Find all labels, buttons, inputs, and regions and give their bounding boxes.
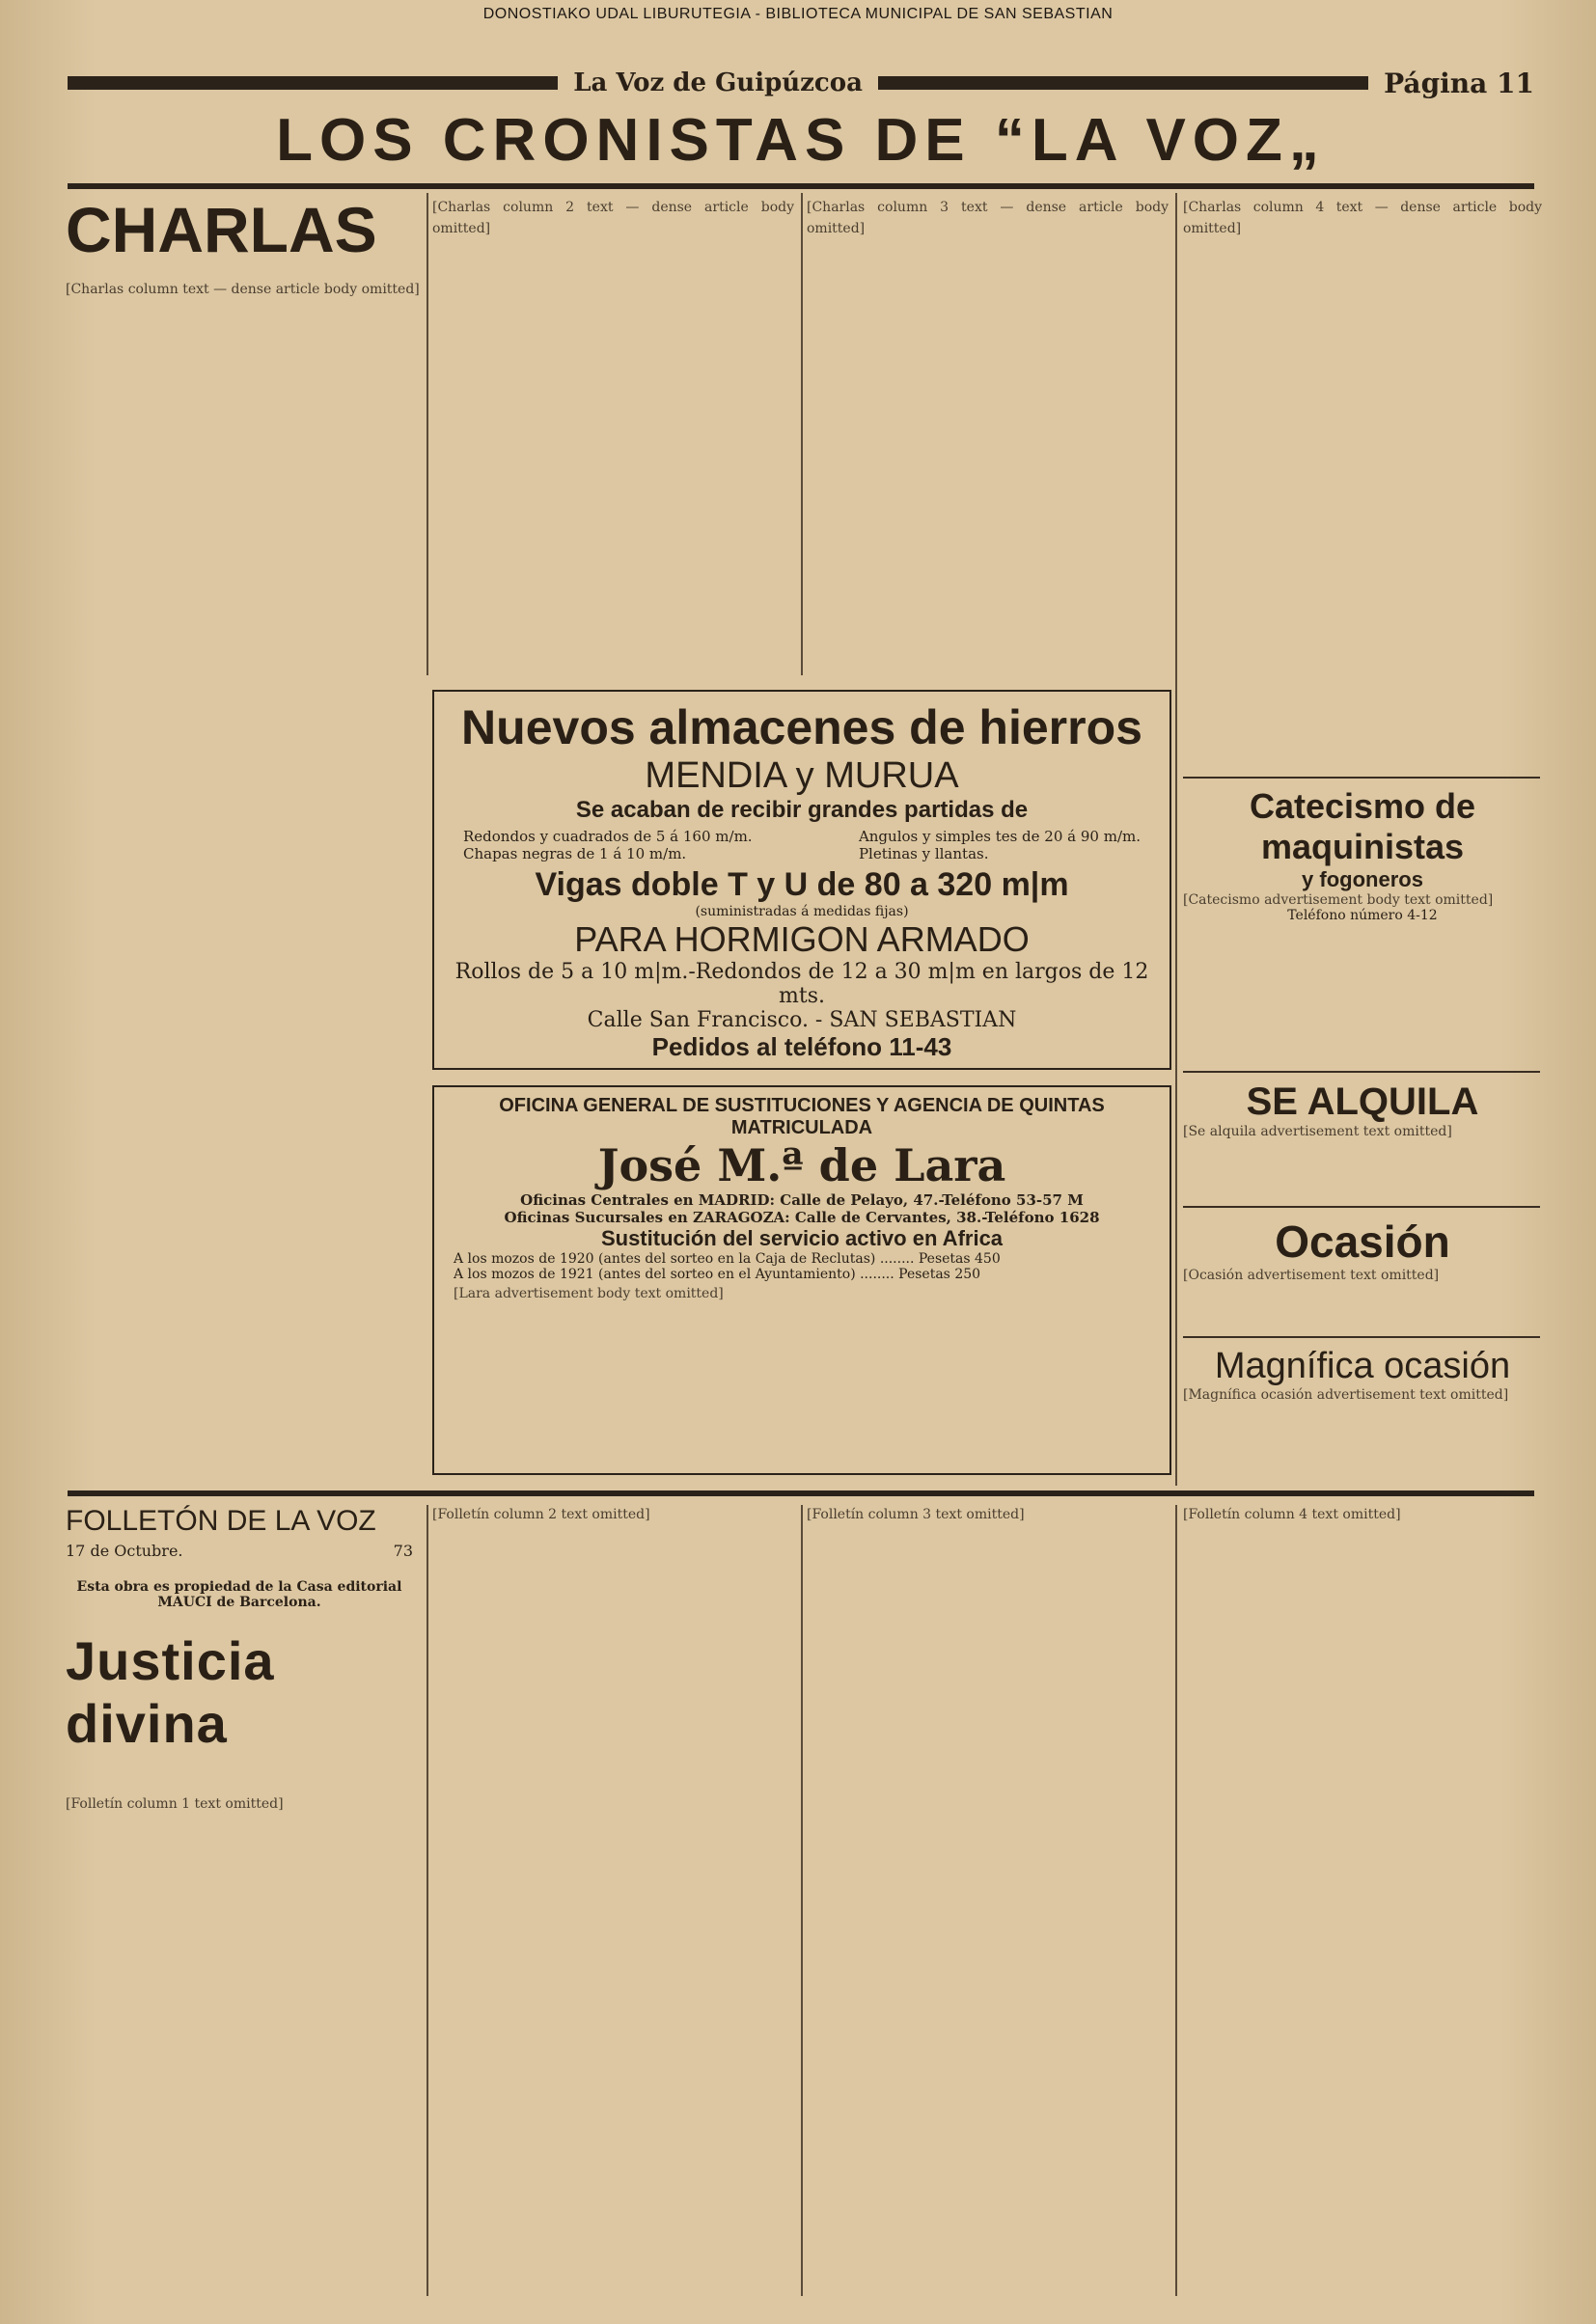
- lara-price2: A los mozos de 1921 (antes del sorteo en el Ayuntamiento) ........ Pesetas 250: [454, 1267, 981, 1282]
- lara-zaragoza: Oficinas Sucursales en ZARAGOZA: Calle de Cervantes, 38.-Teléfono 1628: [504, 1209, 1100, 1226]
- hierros-right2: Pletinas y llantas.: [858, 845, 989, 862]
- right-ad-rule: [1183, 1071, 1540, 1073]
- alquila-ad: [1183, 1080, 1542, 1139]
- folleton-column-4: [Folletín column 4 text omitted]: [1183, 1507, 1401, 1522]
- folleton-header-block: [66, 1505, 413, 1755]
- folleton-note: Esta obra es propiedad de la Casa editorial MAUCI de Barcelona.: [76, 1579, 402, 1610]
- hierros-para: PARA HORMIGON ARMADO: [574, 919, 1030, 959]
- alquila-body: [Se alquila advertisement text omitted]: [1183, 1124, 1452, 1139]
- hierros-vigas: Vigas doble T y U de 80 a 320 m|m: [535, 866, 1069, 903]
- hierros-calle: Calle San Francisco. - SAN SEBASTIAN: [587, 1008, 1017, 1032]
- folleton-rule: [68, 1490, 1534, 1496]
- catecismo-sub: y fogoneros: [1302, 867, 1423, 891]
- charlas-column-2: [Charlas column 2 text — dense article body omitted]: [432, 200, 794, 236]
- lara-title: OFICINA GENERAL DE SUSTITUCIONES Y AGENCIA DE QUINTAS MATRICULADA: [499, 1095, 1105, 1138]
- hierros-products: [434, 824, 1169, 866]
- right-ad-rule: [1183, 777, 1540, 779]
- ocasion-ad: [1183, 1216, 1542, 1283]
- column-divider: [801, 193, 803, 675]
- column-divider: [1175, 193, 1177, 1486]
- charlas-column-3: [Charlas column 3 text — dense article body omitted]: [807, 200, 1169, 236]
- magnifica-ad: [1183, 1346, 1542, 1403]
- folleton-header: FOLLETÓN DE LA VOZ: [66, 1505, 376, 1537]
- lara-name: José M.ª de Lara: [597, 1139, 1006, 1191]
- folleton-column-1: [Folletín column 1 text omitted]: [66, 1796, 284, 1812]
- hierros-pedidos: Pedidos al teléfono 11-43: [651, 1032, 952, 1061]
- charlas-title: CHARLAS: [66, 194, 377, 265]
- catecismo-title: Catecismo de maquinistas: [1249, 786, 1476, 866]
- lara-body: [Lara advertisement body text omitted]: [454, 1286, 724, 1301]
- right-ad-rule: [1183, 1336, 1540, 1338]
- folleton-dateline: [66, 1542, 413, 1560]
- ocasion-body: [Ocasión advertisement text omitted]: [1183, 1268, 1440, 1283]
- column-divider: [427, 1505, 428, 2296]
- masthead-rule-right: [878, 76, 1368, 90]
- hierros-vigas-sub: (suministradas á medidas fijas): [695, 904, 909, 919]
- right-ad-rule: [1183, 1206, 1540, 1208]
- lara-sustitucion: Sustitución del servicio activo en Africa: [600, 1226, 1004, 1250]
- lara-madrid: Oficinas Centrales en MADRID: Calle de Pelayo, 47.-Teléfono 53-57 M: [520, 1191, 1084, 1209]
- masthead-rule-left: [68, 76, 558, 90]
- ocasion-title: Ocasión: [1275, 1217, 1450, 1267]
- catecismo-body: [Catecismo advertisement body text omitted]: [1183, 892, 1494, 908]
- hierros-company: MENDIA y MURUA: [645, 755, 959, 796]
- column-divider: [427, 193, 428, 675]
- hierros-rollos: Rollos de 5 a 10 m|m.-Redondos de 12 a 30 m|m en largos de 12 mts.: [454, 960, 1149, 1008]
- hierros-line1: Se acaban de recibir grandes partidas de: [575, 797, 1029, 823]
- magnifica-title: Magnífica ocasión: [1214, 1346, 1511, 1386]
- folleton-column-3: [Folletín column 3 text omitted]: [807, 1507, 1025, 1522]
- page-number: Página 11: [1384, 67, 1534, 99]
- charlas-column-1: [Charlas column text — dense article body omitted]: [66, 282, 420, 297]
- folleton-number: 73: [393, 1542, 413, 1560]
- lara-price1: A los mozos de 1920 (antes del sorteo en la Caja de Reclutas) ........ Pesetas 450: [454, 1251, 1001, 1267]
- catecismo-phone: Teléfono número 4-12: [1287, 908, 1438, 923]
- catecismo-ad: [1183, 786, 1542, 923]
- hierros-title: Nuevos almacenes de hierros: [461, 700, 1142, 754]
- hierros-right: Angulos y simples tes de 20 á 90 m/m.: [858, 828, 1141, 845]
- hierros-left2: Chapas negras de 1 á 10 m/m.: [463, 845, 687, 862]
- lara-ad: [432, 1085, 1171, 1475]
- hierros-left: Redondos y cuadrados de 5 á 160 m/m.: [463, 828, 753, 845]
- section-title: LOS CRONISTAS DE “LA VOZ„: [276, 107, 1326, 174]
- folleton-column-2: [Folletín column 2 text omitted]: [432, 1507, 650, 1522]
- masthead: [68, 64, 1534, 102]
- charlas-column-4: [Charlas column 4 text — dense article body omitted]: [1183, 200, 1542, 236]
- folleton-title: Justicia divina: [66, 1630, 275, 1754]
- column-divider: [801, 1505, 803, 2296]
- library-header: DONOSTIAKO UDAL LIBURUTEGIA - BIBLIOTECA MUNICIPAL DE SAN SEBASTIAN: [482, 6, 1114, 22]
- column-divider: [1175, 1505, 1177, 2296]
- magnifica-body: [Magnífica ocasión advertisement text omitted]: [1183, 1387, 1509, 1403]
- folleton-date: 17 de Octubre.: [66, 1542, 183, 1560]
- alquila-title: SE ALQUILA: [1246, 1080, 1479, 1123]
- hierros-ad: [432, 690, 1171, 1070]
- title-rule: [68, 183, 1534, 189]
- paper-name: La Voz de Guipúzcoa: [573, 68, 863, 97]
